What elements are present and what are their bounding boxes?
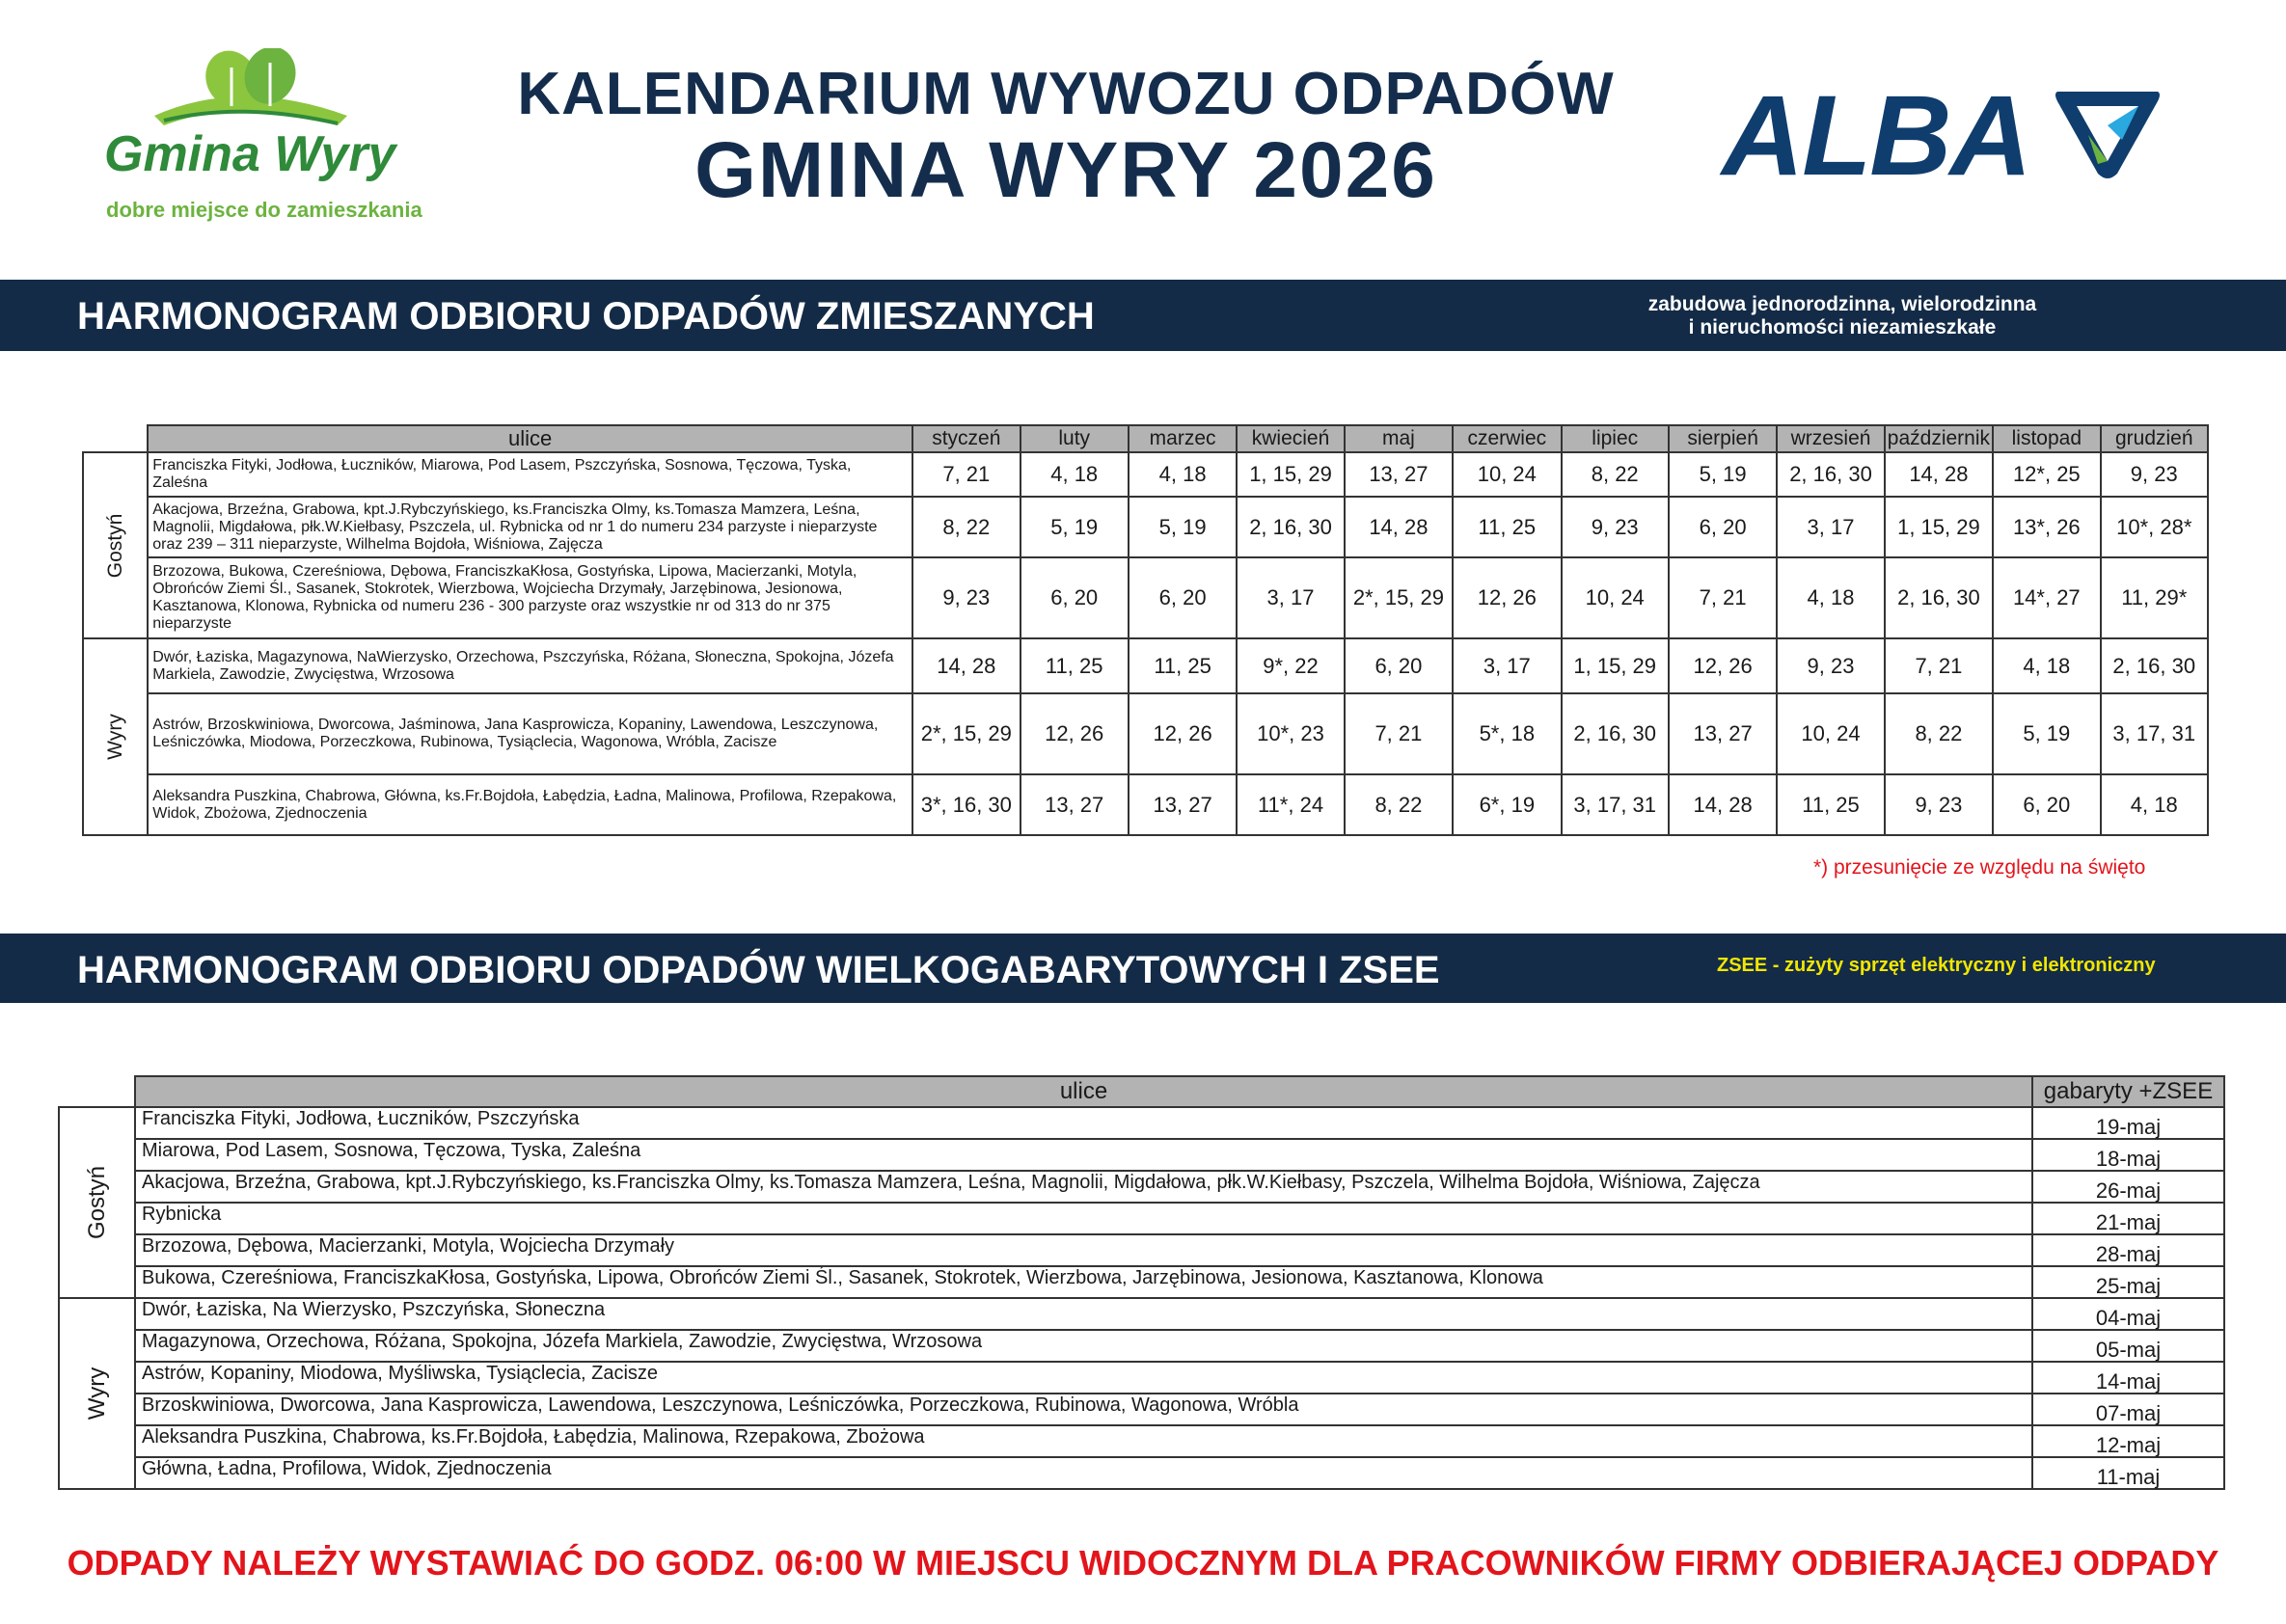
section1-banner bbox=[0, 280, 2286, 351]
date-cell: 13, 27 bbox=[1345, 452, 1453, 497]
date-cell: 4, 18 bbox=[1777, 557, 1884, 638]
date-cell: 4, 18 bbox=[1993, 638, 2100, 693]
date-cell: 3, 17 bbox=[1237, 557, 1344, 638]
column-header: ulice bbox=[148, 425, 912, 452]
column-header: sierpień bbox=[1669, 425, 1777, 452]
table-header-row bbox=[59, 1076, 2224, 1107]
streets-cell: Dwór, Łaziska, Magazynowa, NaWierzysko, Orzechowa, Pszczyńska, Różana, Słoneczna, Spokojna, Józefa Markiela, Zawodzie, Zwycięstwa, Wrzosowa bbox=[148, 638, 912, 693]
alba-triangle-icon bbox=[2050, 82, 2165, 188]
column-header: grudzień bbox=[2101, 425, 2209, 452]
column-header: ulice bbox=[135, 1076, 2032, 1107]
streets-cell: Bukowa, Czereśniowa, FranciszkaKłosa, Gostyńska, Lipowa, Obrońców Ziemi Śl., Sasanek, Stokrotek, Wierzbowa, Jarzębinowa, Jesionowa, Kasztanowa, Klonowa bbox=[135, 1266, 2032, 1298]
date-cell: 5*, 18 bbox=[1453, 693, 1561, 774]
date-cell: 2, 16, 30 bbox=[1237, 497, 1344, 557]
column-header: maj bbox=[1345, 425, 1453, 452]
date-cell: 14, 28 bbox=[1669, 774, 1777, 835]
column-header: listopad bbox=[1993, 425, 2100, 452]
date-cell: 3, 17, 31 bbox=[2101, 693, 2209, 774]
date-cell: 14, 28 bbox=[1345, 497, 1453, 557]
streets-cell: Franciszka Fityki, Jodłowa, Łuczników, Miarowa, Pod Lasem, Pszczyńska, Sosnowa, Tęczowa, Tyska, Zaleśna bbox=[148, 452, 912, 497]
gmina-logo-name: Gmina Wyry bbox=[104, 126, 396, 182]
date-cell: 7, 21 bbox=[1885, 638, 1993, 693]
date-cell: 11, 25 bbox=[1453, 497, 1561, 557]
date-cell: 26-maj bbox=[2032, 1171, 2224, 1203]
date-cell: 6, 20 bbox=[1021, 557, 1129, 638]
page-title-line1: KALENDARIUM WYWOZU ODPADÓW bbox=[517, 61, 1615, 127]
date-cell: 5, 19 bbox=[1993, 693, 2100, 774]
date-cell: 11*, 24 bbox=[1237, 774, 1344, 835]
column-header: wrzesień bbox=[1777, 425, 1884, 452]
gmina-wyry-logo bbox=[96, 48, 422, 231]
group-cell bbox=[83, 638, 148, 835]
alba-logo-text: ALBA bbox=[1722, 72, 2030, 200]
date-cell: 25-maj bbox=[2032, 1266, 2224, 1298]
table-row bbox=[83, 557, 2208, 638]
table-row bbox=[59, 1425, 2224, 1457]
date-cell: 12, 26 bbox=[1453, 557, 1561, 638]
date-cell: 04-maj bbox=[2032, 1298, 2224, 1330]
table-row bbox=[83, 497, 2208, 557]
streets-cell: Dwór, Łaziska, Na Wierzysko, Pszczyńska, Słoneczna bbox=[135, 1298, 2032, 1330]
streets-cell: Magazynowa, Orzechowa, Różana, Spokojna, Józefa Markiela, Zawodzie, Zwycięstwa, Wrzosowa bbox=[135, 1330, 2032, 1362]
date-cell: 1, 15, 29 bbox=[1237, 452, 1344, 497]
column-header: luty bbox=[1021, 425, 1129, 452]
streets-cell: Brzoskwiniowa, Dworcowa, Jana Kasprowicza, Lawendowa, Leszczynowa, Leśniczówka, Porzeczkowa, Rubinowa, Wagonowa, Wróbla bbox=[135, 1394, 2032, 1425]
date-cell: 12*, 25 bbox=[1993, 452, 2100, 497]
date-cell: 14*, 27 bbox=[1993, 557, 2100, 638]
date-cell: 9, 23 bbox=[1562, 497, 1669, 557]
date-cell: 19-maj bbox=[2032, 1107, 2224, 1139]
date-cell: 5, 19 bbox=[1129, 497, 1237, 557]
column-header: październik bbox=[1885, 425, 1993, 452]
section2-title: HARMONOGRAM ODBIORU ODPADÓW WIELKOGABARYTOWYCH I ZSEE bbox=[77, 949, 1440, 991]
date-cell: 10, 24 bbox=[1453, 452, 1561, 497]
date-cell: 11, 25 bbox=[1777, 774, 1884, 835]
date-cell: 3, 17 bbox=[1453, 638, 1561, 693]
bottom-notice: ODPADY NALEŻY WYSTAWIAĆ DO GODZ. 06:00 W MIEJSCU WIDOCZNYM DLA PRACOWNIKÓW FIRMY ODBIERAJĄCEJ ODPADY bbox=[67, 1543, 2219, 1583]
table-row bbox=[83, 693, 2208, 774]
date-cell: 2*, 15, 29 bbox=[912, 693, 1020, 774]
date-cell: 9, 23 bbox=[2101, 452, 2209, 497]
date-cell: 13, 27 bbox=[1129, 774, 1237, 835]
table-row bbox=[59, 1107, 2224, 1139]
date-cell: 9*, 22 bbox=[1237, 638, 1344, 693]
date-cell: 12, 26 bbox=[1669, 638, 1777, 693]
page-title-line2: GMINA WYRY 2026 bbox=[694, 126, 1437, 214]
table-row bbox=[59, 1171, 2224, 1203]
table-row bbox=[83, 452, 2208, 497]
date-cell: 1, 15, 29 bbox=[1562, 638, 1669, 693]
date-cell: 12, 26 bbox=[1129, 693, 1237, 774]
date-cell: 1, 15, 29 bbox=[1885, 497, 1993, 557]
gmina-logo-slogan: dobre miejsce do zamieszkania bbox=[106, 198, 422, 222]
bulky-waste-schedule-table bbox=[58, 1075, 2225, 1490]
group-cell bbox=[59, 1298, 135, 1489]
date-cell: 10*, 23 bbox=[1237, 693, 1344, 774]
date-cell: 9, 23 bbox=[912, 557, 1020, 638]
date-cell: 11, 25 bbox=[1021, 638, 1129, 693]
group-label: Gostyń bbox=[83, 1165, 110, 1240]
section1-title: HARMONOGRAM ODBIORU ODPADÓW ZMIESZANYCH bbox=[77, 295, 1095, 338]
date-cell: 2, 16, 30 bbox=[1885, 557, 1993, 638]
date-cell: 8, 22 bbox=[1345, 774, 1453, 835]
date-cell: 9, 23 bbox=[1885, 774, 1993, 835]
group-label: Wyry bbox=[83, 1367, 110, 1421]
streets-cell: Aleksandra Puszkina, Chabrowa, ks.Fr.Bojdoła, Łabędzia, Malinowa, Rzepakowa, Zbożowa bbox=[135, 1425, 2032, 1457]
table-row bbox=[83, 638, 2208, 693]
section2-subtitle: ZSEE - zużyty sprzęt elektryczny i elektroniczny bbox=[1717, 955, 2156, 976]
date-cell: 7, 21 bbox=[1669, 557, 1777, 638]
table-row bbox=[59, 1266, 2224, 1298]
date-cell: 6, 20 bbox=[1669, 497, 1777, 557]
date-cell: 14, 28 bbox=[912, 638, 1020, 693]
column-header: gabaryty +ZSEE bbox=[2032, 1076, 2224, 1107]
date-cell: 4, 18 bbox=[2101, 774, 2209, 835]
date-cell: 10*, 28* bbox=[2101, 497, 2209, 557]
section2-banner bbox=[0, 934, 2286, 1003]
column-header: styczeń bbox=[912, 425, 1020, 452]
table-row bbox=[59, 1330, 2224, 1362]
table-row bbox=[59, 1457, 2224, 1489]
group-cell bbox=[83, 452, 148, 638]
table-row bbox=[59, 1362, 2224, 1394]
date-cell: 14, 28 bbox=[1885, 452, 1993, 497]
streets-cell: Brzozowa, Dębowa, Macierzanki, Motyla, Wojciecha Drzymały bbox=[135, 1234, 2032, 1266]
date-cell: 07-maj bbox=[2032, 1394, 2224, 1425]
column-header: marzec bbox=[1129, 425, 1237, 452]
group-label: Wyry bbox=[103, 714, 126, 760]
streets-cell: Franciszka Fityki, Jodłowa, Łuczników, Pszczyńska bbox=[135, 1107, 2032, 1139]
streets-cell: Brzozowa, Bukowa, Czereśniowa, Dębowa, FranciszkaKłosa, Gostyńska, Lipowa, Macierzanki, Motyla, Obrońców Ziemi Śl., Sasanek, Stokrotek, Wierzbowa, Wojciecha Drzymały, Jarzębinowa, Jesionowa, Kasztanowa, Klonowa, Rybnicka od numeru 236 - 300 parzyste oraz wszystkie nr od 313 do nr 375 nieparzyste bbox=[148, 557, 912, 638]
date-cell: 13*, 26 bbox=[1993, 497, 2100, 557]
date-cell: 11, 25 bbox=[1129, 638, 1237, 693]
table-row bbox=[83, 774, 2208, 835]
date-cell: 3, 17, 31 bbox=[1562, 774, 1669, 835]
date-cell: 2, 16, 30 bbox=[1562, 693, 1669, 774]
date-cell: 6, 20 bbox=[1129, 557, 1237, 638]
date-cell: 5, 19 bbox=[1669, 452, 1777, 497]
streets-cell: Akacjowa, Brzeźna, Grabowa, kpt.J.Rybczyńskiego, ks.Franciszka Olmy, ks.Tomasza Mamzera, Leśna, Magnolii, Migdałowa, płk.W.Kiełbasy, Pszczela, Wilhelma Bojdoła, Wiśniowa, Zajęcza bbox=[135, 1171, 2032, 1203]
streets-cell: Rybnicka bbox=[135, 1203, 2032, 1234]
section1-subtitle-line2: i nieruchomości niezamieszkałe bbox=[1688, 316, 1997, 338]
date-cell: 5, 19 bbox=[1021, 497, 1129, 557]
column-header: kwiecień bbox=[1237, 425, 1344, 452]
section1-subtitle bbox=[1601, 293, 2083, 339]
table-row bbox=[59, 1139, 2224, 1171]
date-cell: 8, 22 bbox=[912, 497, 1020, 557]
date-cell: 13, 27 bbox=[1669, 693, 1777, 774]
mixed-waste-schedule-table bbox=[82, 424, 2209, 836]
date-cell: 18-maj bbox=[2032, 1139, 2224, 1171]
date-cell: 2, 16, 30 bbox=[2101, 638, 2209, 693]
table-row bbox=[59, 1394, 2224, 1425]
section1-subtitle-line1: zabudowa jednorodzinna, wielorodzinna bbox=[1647, 293, 2037, 315]
date-cell: 8, 22 bbox=[1885, 693, 1993, 774]
date-cell: 05-maj bbox=[2032, 1330, 2224, 1362]
holiday-footnote: *) przesunięcie ze względu na święto bbox=[1813, 856, 2146, 879]
streets-cell: Aleksandra Puszkina, Chabrowa, Główna, ks.Fr.Bojdoła, Łabędzia, Ładna, Malinowa, Profilowa, Rzepakowa, Widok, Zbożowa, Zjednoczenia bbox=[148, 774, 912, 835]
date-cell: 7, 21 bbox=[1345, 693, 1453, 774]
date-cell: 13, 27 bbox=[1021, 774, 1129, 835]
date-cell: 9, 23 bbox=[1777, 638, 1884, 693]
date-cell: 14-maj bbox=[2032, 1362, 2224, 1394]
alba-logo bbox=[1722, 72, 2156, 200]
date-cell: 6, 20 bbox=[1993, 774, 2100, 835]
date-cell: 12, 26 bbox=[1021, 693, 1129, 774]
date-cell: 4, 18 bbox=[1021, 452, 1129, 497]
date-cell: 7, 21 bbox=[912, 452, 1020, 497]
date-cell: 6, 20 bbox=[1345, 638, 1453, 693]
date-cell: 2*, 15, 29 bbox=[1345, 557, 1453, 638]
table-header-row bbox=[83, 425, 2208, 452]
date-cell: 8, 22 bbox=[1562, 452, 1669, 497]
date-cell: 3*, 16, 30 bbox=[912, 774, 1020, 835]
table-row bbox=[59, 1203, 2224, 1234]
date-cell: 6*, 19 bbox=[1453, 774, 1561, 835]
date-cell: 10, 24 bbox=[1562, 557, 1669, 638]
streets-cell: Astrów, Kopaniny, Miodowa, Myśliwska, Tysiąclecia, Zacisze bbox=[135, 1362, 2032, 1394]
date-cell: 21-maj bbox=[2032, 1203, 2224, 1234]
group-label: Gostyń bbox=[103, 513, 126, 578]
column-header: czerwiec bbox=[1453, 425, 1561, 452]
date-cell: 3, 17 bbox=[1777, 497, 1884, 557]
streets-cell: Główna, Ładna, Profilowa, Widok, Zjednoczenia bbox=[135, 1457, 2032, 1489]
table-row bbox=[59, 1298, 2224, 1330]
date-cell: 11-maj bbox=[2032, 1457, 2224, 1489]
streets-cell: Akacjowa, Brzeźna, Grabowa, kpt.J.Rybczyńskiego, ks.Franciszka Olmy, ks.Tomasza Mamzera, Leśna, Magnolii, Migdałowa, płk.W.Kiełbasy, Pszczela, ul. Rybnicka od nr 1 do numeru 234 parzyste i nieparzyste oraz 239 – 311 nieparzyste, Wilhelma Bojdoła, Wiśniowa, Zajęcza bbox=[148, 497, 912, 557]
date-cell: 4, 18 bbox=[1129, 452, 1237, 497]
date-cell: 12-maj bbox=[2032, 1425, 2224, 1457]
date-cell: 10, 24 bbox=[1777, 693, 1884, 774]
column-header: lipiec bbox=[1562, 425, 1669, 452]
date-cell: 2, 16, 30 bbox=[1777, 452, 1884, 497]
table-row bbox=[59, 1234, 2224, 1266]
date-cell: 28-maj bbox=[2032, 1234, 2224, 1266]
date-cell: 11, 29* bbox=[2101, 557, 2209, 638]
streets-cell: Astrów, Brzoskwiniowa, Dworcowa, Jaśminowa, Jana Kasprowicza, Kopaniny, Lawendowa, Leszczynowa, Leśniczówka, Miodowa, Porzeczkowa, Rubinowa, Tysiąclecia, Wagonowa, Wróbla, Zacisze bbox=[148, 693, 912, 774]
streets-cell: Miarowa, Pod Lasem, Sosnowa, Tęczowa, Tyska, Zaleśna bbox=[135, 1139, 2032, 1171]
group-cell bbox=[59, 1107, 135, 1298]
